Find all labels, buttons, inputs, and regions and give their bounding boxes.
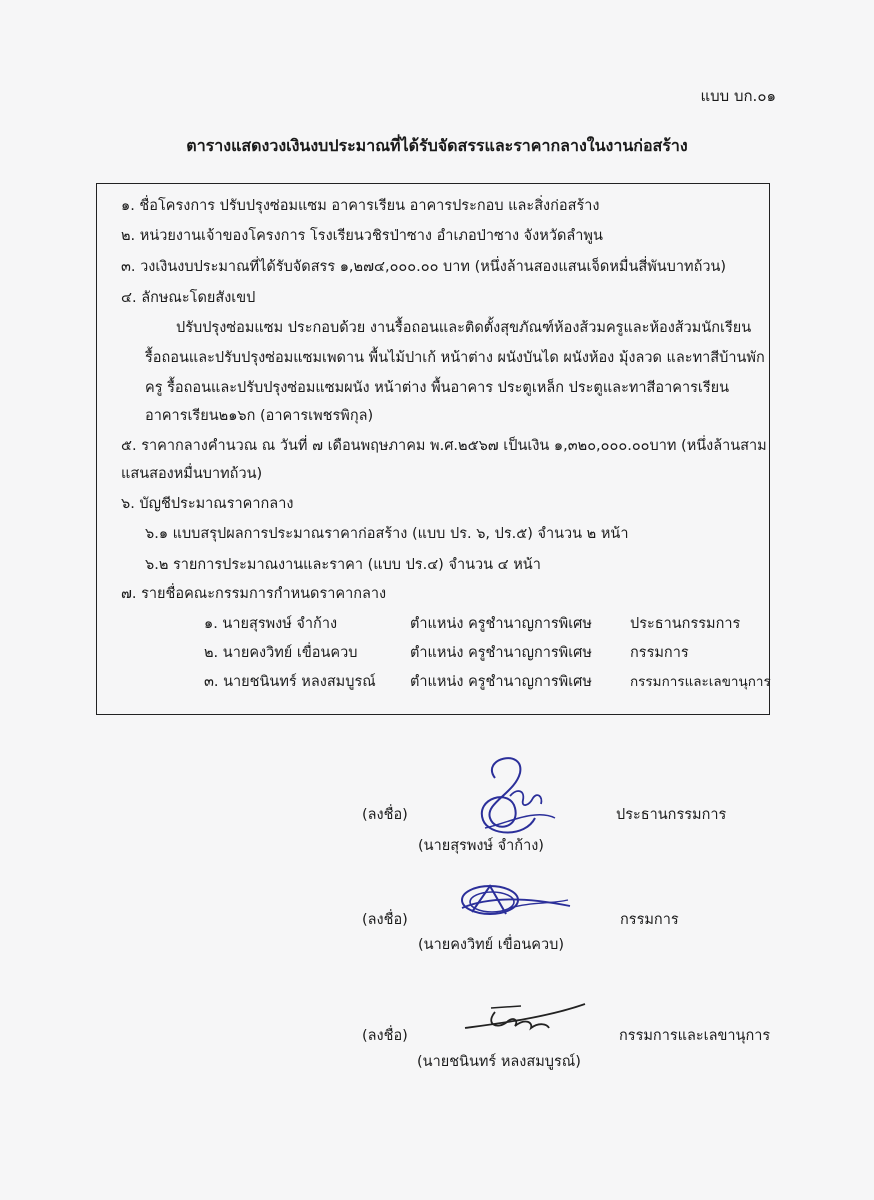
signature-name: (นายคงวิทย์ เขื่อนควบ) — [418, 937, 564, 953]
item-summary-heading: ๔. ลักษณะโดยสังเขป — [121, 290, 256, 306]
item-budget: ๓. วงเงินงบประมาณที่ได้รับจัดสรร ๑,๒๗๔,๐๐๐.๐๐ บาท (หนึ่งล้านสองแสนเจ็ดหมื่นสี่พันบาทถ้วน) — [121, 259, 727, 275]
signature-label: (ลงชื่อ) — [362, 807, 408, 823]
signature-role: กรรมการและเลขานุการ — [619, 1028, 771, 1044]
committee-member-role: กรรมการ — [630, 645, 689, 661]
item-summary-line: อาคารเรียน๒๑๖ก (อาคารเพชรพิกุล) — [145, 408, 374, 424]
committee-member-role: ประธานกรรมการ — [630, 616, 741, 632]
signature-mark — [455, 998, 595, 1038]
item-price-list-sub: ๖.๑ แบบสรุปผลการประมาณราคาก่อสร้าง (แบบ ปร. ๖, ปร.๕) จำนวน ๒ หน้า — [145, 526, 629, 542]
committee-member-name: ๓. นายชนินทร์ หลงสมบูรณ์ — [204, 674, 376, 690]
item-median-price: ๕. ราคากลางคำนวณ ณ วันที่ ๗ เดือนพฤษภาคม พ.ศ.๒๕๖๗ เป็นเงิน ๑,๓๒๐,๐๐๐.๐๐บาท (หนึ่งล้านสาม — [121, 438, 767, 454]
signature-label: (ลงชื่อ) — [362, 1028, 408, 1044]
signature-role: ประธานกรรมการ — [616, 807, 727, 823]
signature-name: (นายสุรพงษ์ จำก้าง) — [418, 838, 544, 854]
item-summary-line: รื้อถอนและปรับปรุงซ่อมแซมเพดาน พื้นไม้ปาเก้ หน้าต่าง ผนังบันได ผนังห้อง มุ้งลวด และทาสีบ้านพัก — [145, 350, 765, 366]
signature-role: กรรมการ — [620, 912, 679, 928]
item-project-name: ๑. ชื่อโครงการ ปรับปรุงซ่อมแซม อาคารเรียน อาคารประกอบ และสิ่งก่อสร้าง — [121, 198, 600, 214]
item-owner: ๒. หน่วยงานเจ้าของโครงการ โรงเรียนวชิรป่าซาง อำเภอป่าซาง จังหวัดลำพูน — [121, 228, 603, 244]
committee-member-position: ตำแหน่ง ครูชำนาญการพิเศษ — [410, 645, 592, 661]
item-summary-line: ปรับปรุงซ่อมแซม ประกอบด้วย งานรื้อถอนและติดตั้งสุขภัณฑ์ห้องส้วมครูและห้องส้วมนักเรียน — [176, 320, 752, 336]
document-title: ตารางแสดงวงเงินงบประมาณที่ได้รับจัดสรรและราคากลางในงานก่อสร้าง — [186, 136, 688, 155]
item-price-list-sub: ๖.๒ รายการประมาณงานและราคา (แบบ ปร.๔) จำนวน ๔ หน้า — [145, 557, 541, 573]
signature-label: (ลงชื่อ) — [362, 912, 408, 928]
signature-mark — [455, 748, 565, 848]
item-committee-heading: ๗. รายชื่อคณะกรรมการกำหนดราคากลาง — [121, 586, 387, 602]
form-code: แบบ บก.๐๑ — [700, 87, 776, 105]
committee-member-name: ๒. นายคงวิทย์ เขื่อนควบ — [204, 645, 358, 661]
committee-member-name: ๑. นายสุรพงษ์ จำก้าง — [204, 616, 338, 632]
signature-name: (นายชนินทร์ หลงสมบูรณ์) — [417, 1054, 581, 1070]
committee-member-position: ตำแหน่ง ครูชำนาญการพิเศษ — [410, 616, 592, 632]
item-median-price-cont: แสนสองหมื่นบาทถ้วน) — [121, 466, 263, 482]
committee-member-role: กรรมการและเลขานุการ — [630, 674, 771, 690]
item-summary-line: ครู รื้อถอนและปรับปรุงซ่อมแซมผนัง หน้าต่าง พื้นอาคาร ประตูเหล็ก ประตูและทาสีอาคารเรียน — [145, 380, 730, 396]
item-price-list-heading: ๖. บัญชีประมาณราคากลาง — [121, 496, 294, 512]
signature-mark — [450, 878, 580, 928]
committee-member-position: ตำแหน่ง ครูชำนาญการพิเศษ — [410, 674, 592, 690]
